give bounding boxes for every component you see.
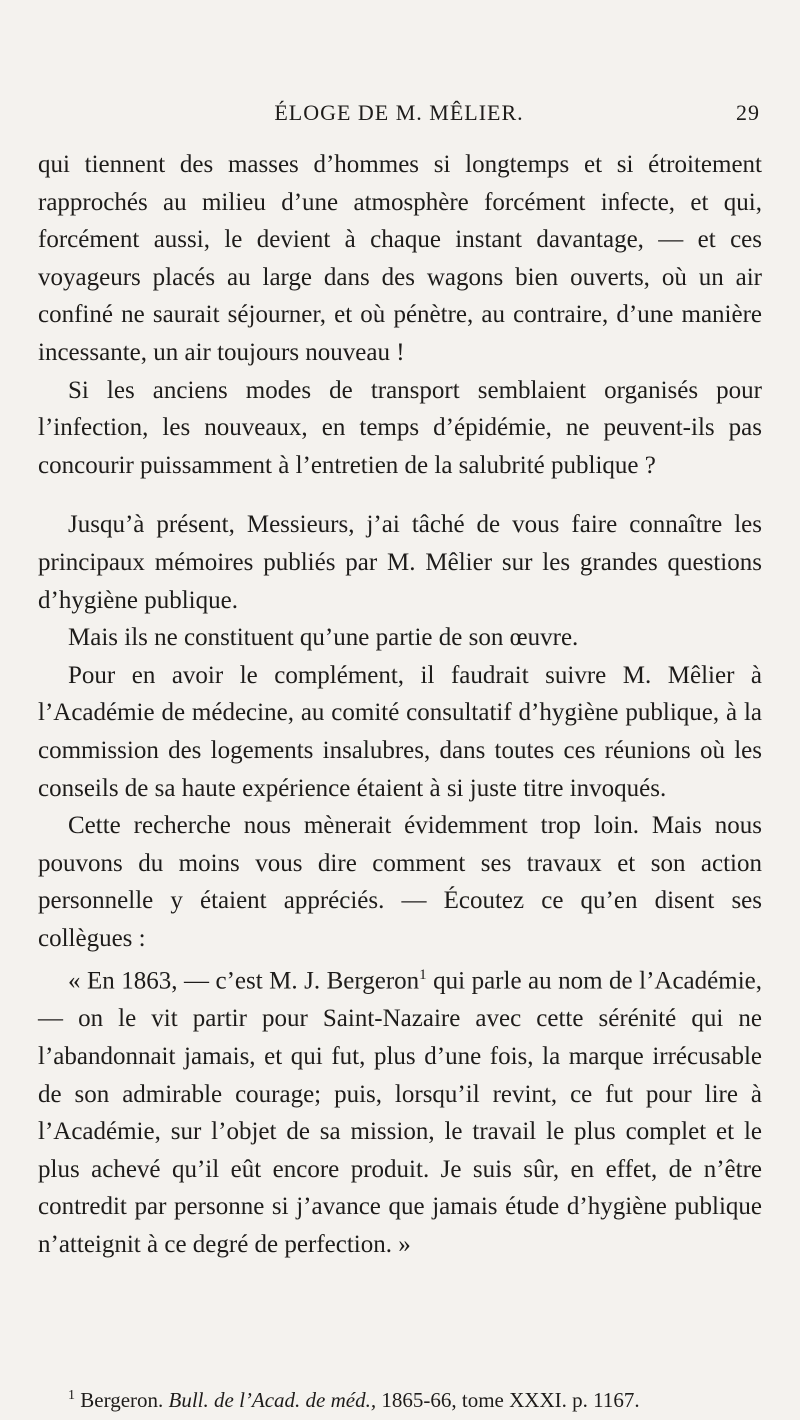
footnote bbox=[38, 1382, 762, 1414]
page-header bbox=[38, 100, 760, 136]
paragraph-3: Jusqu’à présent, Messieurs, j’ai tâché de vous faire connaître les principaux mémoires publiés par M. Mêlier sur les grandes questions d’hygiène publique. bbox=[38, 511, 762, 614]
paragraph-7 bbox=[38, 957, 762, 1263]
page-number: 29 bbox=[736, 100, 760, 125]
section-break bbox=[38, 484, 762, 506]
footnote-reference: 1 bbox=[419, 967, 427, 984]
footnote-journal: Bull. de l’Acad. de méd., bbox=[168, 1388, 377, 1412]
paragraph-2: Si les anciens modes de transport semblaient organisés pour l’infection, les nouveaux, en temps d’épidémie, ne peuvent-ils pas concourir puissamment à l’entretien de la salubrité publique ? bbox=[38, 376, 762, 479]
paragraph-6: Cette recherche nous mènerait évidemment trop loin. Mais nous pouvons du moins vous dire comment ses travaux et son action personnelle y étaient appréciés. — Écoutez ce qu’en disent ses collègues : bbox=[38, 812, 762, 952]
paragraph-4: Mais ils ne constituent qu’une partie de son œuvre. bbox=[68, 624, 579, 652]
quote-rest: qui parle au nom de l’Académie, — on le vit partir pour Saint-Nazaire avec cette sérénité qui ne l’abandonnait jamais, et qui fut, plus d’une fois, la marque irrécusable de son admirable courage; puis, lorsqu’il revint, ce fut pour lire à l’Académie, sur l’objet de sa mission, le travail le plus complet et le plus achevé qu’il eût encore produit. Je suis sûr, en effet, de n’être contredit par personne si j’avance que jamais étude d’hygiène publique n’atteignit à ce degré de perfection. » bbox=[38, 967, 762, 1258]
quote-start: « En 1863, — c’est M. J. Bergeron bbox=[68, 967, 420, 995]
footnote-citation: 1865-66, tome XXXI. p. 1167. bbox=[381, 1388, 640, 1412]
running-title: ÉLOGE DE M. MÊLIER. bbox=[274, 100, 524, 125]
footnote-author: Bergeron. bbox=[80, 1388, 164, 1412]
paragraph-5: Pour en avoir le complément, il faudrait suivre M. Mêlier à l’Académie de médecine, au comité consultatif d’hygiène publique, à la commission des logements insalubres, dans toutes ces réunions où les conseils de sa haute expérience étaient à si juste titre invoqués. bbox=[38, 661, 762, 802]
body-text bbox=[38, 146, 762, 1264]
paragraph-1: qui tiennent des masses d’hommes si longtemps et si étroitement rapprochés au milieu d’une atmosphère forcément infecte, et qui, forcément aussi, le devient à chaque instant davantage, — et ces voyageurs placés au large dans des wagons bien ouverts, où un air confiné ne saurait séjourner, et où pénètre, au contraire, d’une manière incessante, un air toujours nouveau ! bbox=[38, 151, 762, 366]
footnote-mark: 1 bbox=[68, 1388, 75, 1403]
